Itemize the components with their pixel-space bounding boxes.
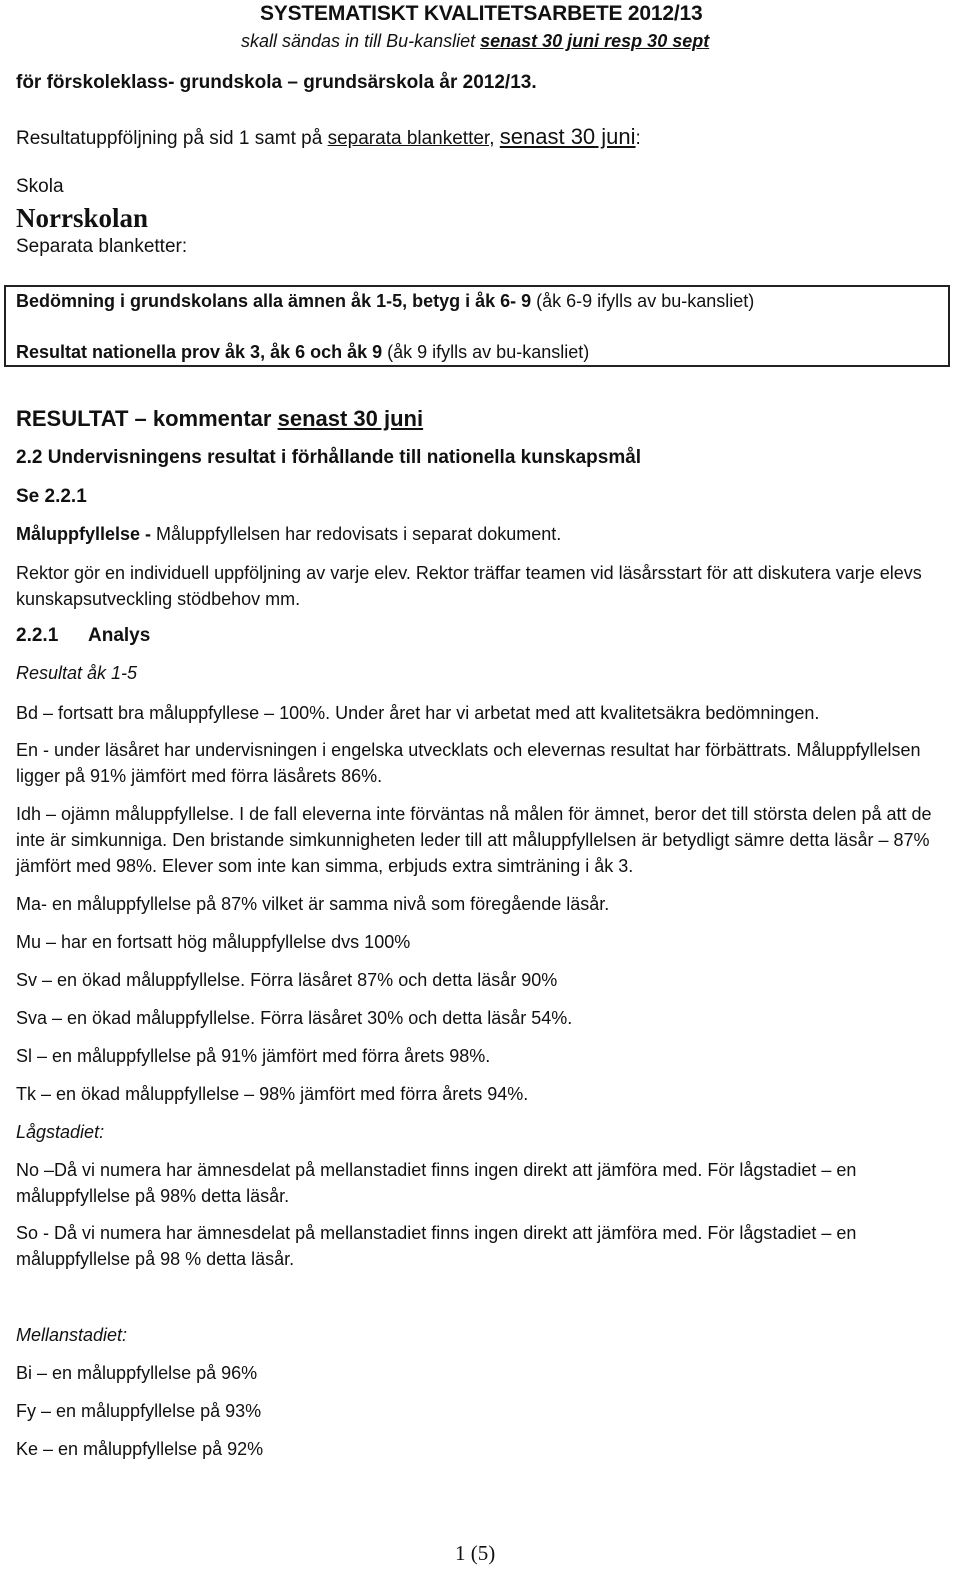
paragraph-no: No –Då vi numera har ämnesdelat på mellanstadiet finns ingen direkt att jämföra med. För lågstadiet – en måluppfyllelse på 98% detta läsår.	[16, 1160, 857, 1206]
paragraph-so: So - Då vi numera har ämnesdelat på mellanstadiet finns ingen direkt att jämföra med. För lågstadiet – en måluppfyllelse på 98 % detta läsår.	[16, 1223, 857, 1269]
intro-line-followup: Resultatuppföljning på sid 1 samt på separata blanketter, senast 30 juni:	[16, 124, 641, 149]
rektor-paragraph: Rektor gör en individuell uppföljning av varje elev. Rektor träffar teamen vid läsårsstart för att diskutera varje elevs kunskapsutveckling stödbehov mm.	[16, 563, 922, 609]
comment-deadline: senast 30 juni	[277, 406, 424, 431]
paragraph-en: En - under läsåret har undervisningen i engelska utvecklats och elevernas resultat har förbättrats. Måluppfyllelsen ligger på 91% jämfört med förra läsårets 86%.	[16, 740, 921, 786]
subtitle-deadline: senast 30 juni resp 30 sept	[480, 31, 710, 51]
see-reference: Se 2.2.1	[16, 486, 87, 507]
separata-label: Separata blanketter:	[16, 236, 188, 257]
mellanstadiet-label: Mellanstadiet:	[16, 1325, 128, 1345]
section-heading-2-2: 2.2 Undervisningens resultat i förhållande till nationella kunskapsmål	[16, 447, 642, 468]
box-line-national-tests: Resultat nationella prov åk 3, åk 6 och åk 9 (åk 9 ifylls av bu-kansliet)	[16, 342, 590, 362]
subtitle-text: skall sändas in till Bu-kansliet	[241, 31, 481, 51]
followup-deadline: senast 30 juni	[499, 124, 636, 149]
paragraph-idh: Idh – ojämn måluppfyllelse. I de fall eleverna inte förväntas nå målen för ämnet, beror det till största delen på att de inte är simkunniga. Den bristande simkunnigheten leder till att måluppfyllelsen är betydligt sämre detta läsår – 87% jämfört med 98%. Elever som inte kan simma, erbjuds extra simträning i åk 3.	[16, 804, 932, 876]
analys-number: 2.2.1	[16, 625, 59, 646]
result-comment-heading: RESULTAT – kommentar senast 30 juni	[16, 406, 424, 431]
paragraph-sl: Sl – en måluppfyllelse på 91% jämfört med förra årets 98%.	[16, 1046, 491, 1066]
school-name: Norrskolan	[16, 203, 149, 233]
lagstadiet-label: Lågstadiet:	[16, 1122, 105, 1142]
paragraph-tk: Tk – en ökad måluppfyllelse – 98% jämfört med förra årets 94%.	[16, 1084, 529, 1104]
resultat-ak-label: Resultat åk 1-5	[16, 663, 138, 683]
followup-separata: separata blanketter,	[327, 128, 495, 149]
paragraph-ke: Ke – en måluppfyllelse på 92%	[16, 1439, 264, 1459]
paragraph-ma: Ma- en måluppfyllelse på 87% vilket är samma nivå som föregående läsår.	[16, 894, 610, 914]
paragraph-bi: Bi – en måluppfyllelse på 96%	[16, 1363, 258, 1383]
paragraph-fy: Fy – en måluppfyllelse på 93%	[16, 1401, 262, 1421]
paragraph-bd: Bd – fortsatt bra måluppfyllese – 100%. Under året har vi arbetat med att kvalitetsäkra bedömningen.	[16, 703, 820, 723]
intro-line-school-forms: för förskoleklass- grundskola – grundsärskola år 2012/13.	[16, 72, 537, 93]
document-subtitle	[241, 31, 709, 52]
paragraph-sva: Sva – en ökad måluppfyllelse. Förra läsåret 30% och detta läsår 54%.	[16, 1008, 573, 1028]
followup-text: Resultatuppföljning på sid 1 samt på	[16, 128, 328, 149]
school-label: Skola	[16, 176, 64, 197]
maluppfyllelse-line: Måluppfyllelse - Måluppfyllelsen har redovisats i separat dokument.	[16, 524, 562, 544]
box-line-assessment: Bedömning i grundskolans alla ämnen åk 1-5, betyg i åk 6- 9 (åk 6-9 ifylls av bu-kansliet)	[16, 291, 755, 311]
paragraph-sv: Sv – en ökad måluppfyllelse. Förra läsåret 87% och detta läsår 90%	[16, 970, 558, 990]
analys-title: Analys	[88, 625, 151, 646]
document-title: SYSTEMATISKT KVALITETSARBETE 2012/13	[260, 2, 703, 25]
separate-forms-box	[4, 285, 950, 367]
paragraph-mu: Mu – har en fortsatt hög måluppfyllelse dvs 100%	[16, 932, 411, 952]
page-number: 1 (5)	[455, 1541, 496, 1565]
